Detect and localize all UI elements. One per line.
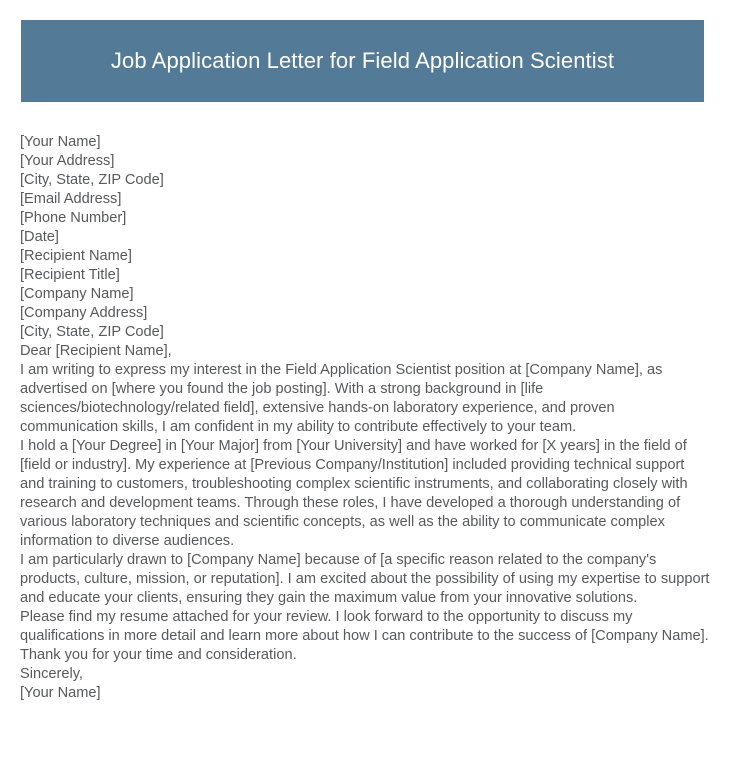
header-banner	[21, 20, 704, 102]
page-title: Job Application Letter for Field Application Scientist	[110, 47, 615, 73]
signature-name: [Your Name]	[20, 685, 101, 701]
sender-line-date: [Date]	[20, 229, 59, 245]
sender-line-email: [Email Address]	[20, 191, 122, 207]
sender-line-city: [City, State, ZIP Code]	[20, 172, 164, 188]
sender-line-name: [Your Name]	[20, 134, 101, 150]
body-paragraph-3: I am particularly drawn to [Company Name] because of [a specific reason related to the company's products, culture, mission, or reputation]. I am excited about the possibility of using my expertise to support and educate your clients, ensuring they gain the maximum value from your innovative solutions.	[20, 552, 710, 606]
recipient-line-name: [Recipient Name]	[20, 248, 132, 264]
sender-line-address: [Your Address]	[20, 153, 115, 169]
closing-thanks: Thank you for your time and consideration.	[20, 647, 297, 663]
body-paragraph-2: I hold a [Your Degree] in [Your Major] from [Your University] and have worked for [X years] in the field of [field or industry]. My experience at [Previous Company/Institution] included providing technical support and training to customers, troubleshooting complex scientific instruments, and collaborating closely with research and development teams. Through these roles, I have developed a thorough understanding of various laboratory techniques and scientific concepts, as well as the ability to communicate complex information to diverse audiences.	[20, 438, 688, 549]
recipient-line-company: [Company Name]	[20, 286, 134, 302]
letter-body	[20, 133, 710, 703]
body-paragraph-4: Please find my resume attached for your review. I look forward to the opportunity to discuss my qualifications in more detail and learn more about how I can contribute to the success of [Company Name].	[20, 609, 709, 644]
salutation: Dear [Recipient Name],	[20, 343, 172, 359]
recipient-address-block	[20, 247, 710, 342]
sender-line-phone: [Phone Number]	[20, 210, 127, 226]
recipient-line-title: [Recipient Title]	[20, 267, 120, 283]
sender-address-block	[20, 133, 710, 247]
closing-salutation: Sincerely,	[20, 666, 83, 682]
recipient-line-company-address: [Company Address]	[20, 305, 148, 321]
recipient-line-city: [City, State, ZIP Code]	[20, 324, 164, 340]
body-paragraph-1: I am writing to express my interest in the Field Application Scientist position at [Company Name], as advertised on [where you found the job posting]. With a strong background in [life sciences/biotechnology/related field], extensive hands-on laboratory experience, and proven communication skills, I am confident in my ability to contribute effectively to your team.	[20, 362, 663, 435]
